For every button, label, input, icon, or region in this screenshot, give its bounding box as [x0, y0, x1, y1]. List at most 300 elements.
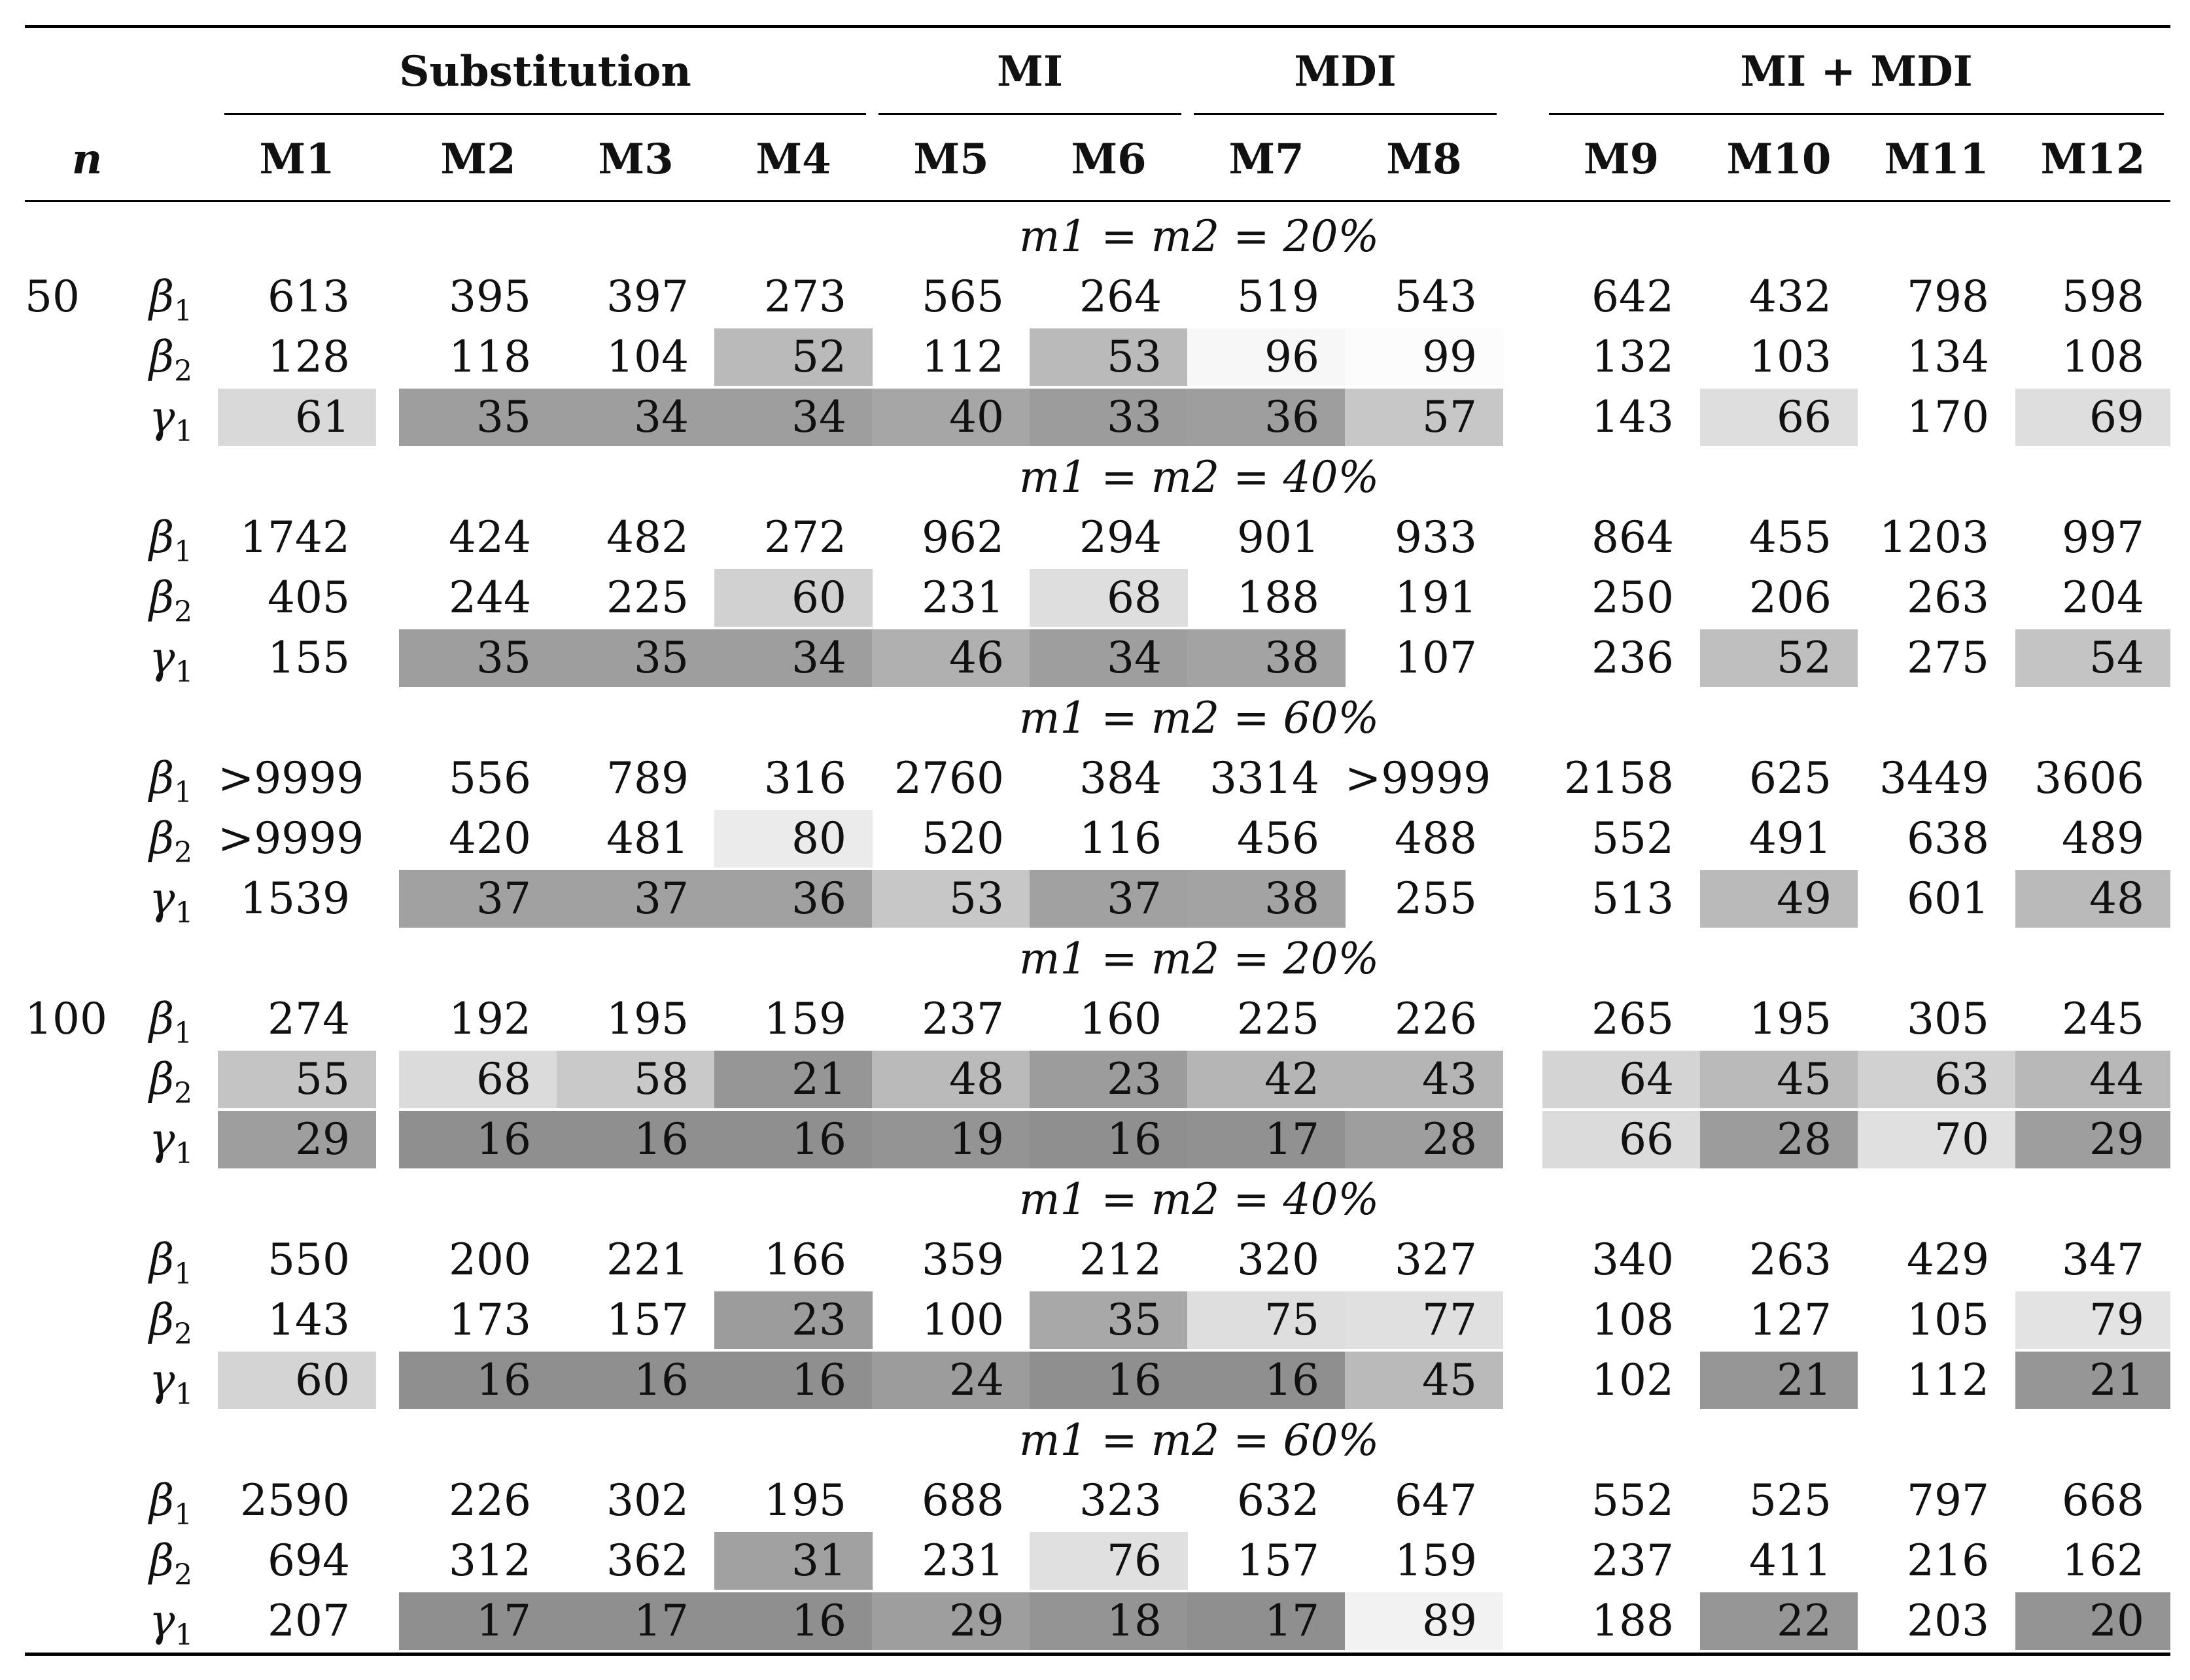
- column-header-m10: M10: [1726, 135, 1832, 184]
- value-cell: 79: [2015, 1291, 2170, 1349]
- value-cell: 134: [1907, 332, 1989, 382]
- value-cell: 36: [714, 870, 873, 928]
- value-cell: 340: [1591, 1234, 1674, 1285]
- value-cell: 192: [449, 994, 531, 1044]
- value-cell: 16: [1030, 1352, 1188, 1409]
- value-cell: 688: [922, 1475, 1004, 1526]
- parameter-subscript: 1: [175, 896, 194, 930]
- parameter-label-gamma1: [149, 870, 218, 928]
- parameter-label-beta1: [149, 1231, 218, 1289]
- value-cell: 481: [606, 813, 689, 864]
- value-cell: 107: [1395, 633, 1477, 683]
- value-cell: 263: [1907, 572, 1989, 623]
- value-cell: 552: [1591, 813, 1674, 864]
- parameter-label-beta2: [149, 328, 218, 386]
- value-cell: 1203: [1879, 512, 1989, 563]
- value-cell: 21: [2015, 1352, 2170, 1409]
- value-cell: >9999: [218, 753, 364, 803]
- value-cell: 38: [1187, 629, 1346, 687]
- value-cell: 37: [399, 870, 557, 928]
- parameter-subscript: 1: [174, 294, 193, 328]
- value-cell: 58: [557, 1051, 715, 1108]
- parameter-symbol: γ: [149, 1114, 175, 1164]
- parameter-symbol: β: [149, 572, 175, 623]
- value-cell: 384: [1079, 753, 1162, 803]
- value-cell: 16: [557, 1111, 715, 1168]
- value-cell: 456: [1237, 813, 1319, 864]
- value-cell: 3314: [1209, 753, 1319, 803]
- value-cell: 34: [1030, 629, 1188, 687]
- column-header-m8: M8: [1386, 135, 1462, 184]
- value-cell: 118: [449, 332, 531, 382]
- value-cell: 552: [1591, 1475, 1674, 1526]
- parameter-label-beta1: [149, 990, 218, 1048]
- value-cell: 116: [1079, 813, 1162, 864]
- value-cell: 216: [1907, 1535, 1989, 1586]
- parameter-subscript: 1: [175, 1137, 194, 1170]
- column-header-m1: M1: [259, 135, 335, 184]
- parameter-symbol: β: [149, 1475, 175, 1526]
- value-cell: 100: [922, 1295, 1004, 1345]
- parameter-label-beta1: [149, 750, 218, 807]
- value-cell: 28: [1345, 1111, 1503, 1168]
- parameter-label-beta1: [149, 509, 218, 567]
- value-cell: 225: [606, 572, 689, 623]
- value-cell: 226: [1395, 994, 1477, 1044]
- value-cell: 23: [714, 1291, 873, 1349]
- value-cell: 54: [2015, 629, 2170, 687]
- value-cell: 108: [2062, 332, 2144, 382]
- value-cell: 35: [557, 629, 715, 687]
- value-cell: 305: [1907, 994, 1989, 1044]
- value-cell: 64: [1542, 1051, 1700, 1108]
- value-cell: 53: [872, 870, 1030, 928]
- value-cell: 933: [1395, 512, 1477, 563]
- value-cell: 491: [1749, 813, 1832, 864]
- value-cell: 191: [1395, 572, 1477, 623]
- value-cell: 250: [1591, 572, 1674, 623]
- column-header-m2: M2: [440, 135, 516, 184]
- parameter-label-beta2: [149, 1532, 218, 1590]
- value-cell: 244: [449, 572, 531, 623]
- column-header-m7: M7: [1228, 135, 1304, 184]
- value-cell: 28: [1700, 1111, 1858, 1168]
- column-header-m3: M3: [598, 135, 674, 184]
- parameter-subscript: 2: [174, 595, 193, 629]
- value-cell: 226: [449, 1475, 531, 1526]
- value-cell: 17: [1187, 1592, 1346, 1650]
- value-cell: 19: [872, 1111, 1030, 1168]
- value-cell: >9999: [218, 813, 364, 864]
- value-cell: 29: [872, 1592, 1030, 1650]
- parameter-label-beta2: [149, 810, 218, 867]
- value-cell: 17: [399, 1592, 557, 1650]
- value-cell: 112: [1907, 1355, 1989, 1405]
- n-header: n: [71, 135, 103, 184]
- parameter-subscript: 1: [175, 1378, 194, 1411]
- value-cell: 237: [1591, 1535, 1674, 1586]
- value-cell: 29: [2015, 1111, 2170, 1168]
- parameter-subscript: 2: [174, 355, 193, 388]
- column-header-m9: M9: [1583, 135, 1660, 184]
- value-cell: 1742: [240, 512, 350, 563]
- value-cell: 45: [1700, 1051, 1858, 1108]
- parameter-subscript: 2: [174, 836, 193, 869]
- parameter-subscript: 1: [174, 1257, 193, 1291]
- value-cell: 455: [1749, 512, 1832, 563]
- value-cell: 429: [1907, 1234, 1989, 1285]
- value-cell: 127: [1749, 1295, 1832, 1345]
- column-header-m4: M4: [756, 135, 831, 184]
- parameter-label-beta1: [149, 268, 218, 326]
- value-cell: 48: [872, 1051, 1030, 1108]
- parameter-label-gamma1: [149, 629, 218, 687]
- parameter-symbol: γ: [149, 873, 175, 924]
- value-cell: 29: [218, 1111, 376, 1168]
- value-cell: 200: [449, 1234, 531, 1285]
- value-cell: 642: [1591, 271, 1674, 322]
- group-header: MI + MDI: [1740, 47, 1973, 96]
- value-cell: 204: [2062, 572, 2144, 623]
- value-cell: 550: [268, 1234, 350, 1285]
- value-cell: 411: [1749, 1535, 1832, 1586]
- value-cell: 166: [764, 1234, 846, 1285]
- value-cell: 236: [1591, 633, 1674, 683]
- value-cell: 694: [268, 1535, 350, 1586]
- column-header-m6: M6: [1071, 135, 1147, 184]
- value-cell: 543: [1395, 271, 1477, 322]
- value-cell: 598: [2062, 271, 2144, 322]
- value-cell: 2590: [240, 1475, 350, 1526]
- value-cell: 625: [1749, 753, 1832, 803]
- value-cell: 132: [1591, 332, 1674, 382]
- value-cell: 40: [872, 389, 1030, 446]
- value-cell: 2760: [894, 753, 1004, 803]
- value-cell: 274: [268, 994, 350, 1044]
- group-header: MI: [997, 47, 1063, 96]
- value-cell: 16: [399, 1352, 557, 1409]
- group-underline: [878, 113, 1181, 115]
- parameter-subscript: 2: [174, 1558, 193, 1592]
- value-cell: 17: [1187, 1111, 1346, 1168]
- value-cell: 160: [1079, 994, 1162, 1044]
- value-cell: 76: [1030, 1532, 1188, 1590]
- value-cell: 207: [268, 1596, 350, 1646]
- value-cell: 143: [268, 1295, 350, 1345]
- parameter-symbol: γ: [149, 1355, 175, 1405]
- value-cell: 55: [218, 1051, 376, 1108]
- value-cell: 155: [268, 633, 350, 683]
- value-cell: 77: [1345, 1291, 1503, 1349]
- parameter-subscript: 1: [174, 535, 193, 569]
- parameter-label-beta2: [149, 1291, 218, 1349]
- value-cell: 3449: [1879, 753, 1989, 803]
- value-cell: 206: [1749, 572, 1832, 623]
- value-cell: 16: [714, 1111, 873, 1168]
- value-cell: 525: [1749, 1475, 1832, 1526]
- value-cell: 159: [764, 994, 846, 1044]
- value-cell: 864: [1591, 512, 1674, 563]
- sample-size-label: 100: [25, 994, 107, 1044]
- parameter-subscript: 1: [175, 656, 194, 689]
- value-cell: 159: [1395, 1535, 1477, 1586]
- missingness-label: m1 = m2 = 20%: [1018, 934, 1380, 984]
- parameter-symbol: β: [149, 1295, 175, 1345]
- parameter-subscript: 1: [175, 1619, 194, 1652]
- value-cell: 638: [1907, 813, 1989, 864]
- value-cell: 212: [1079, 1234, 1162, 1285]
- value-cell: 347: [2062, 1234, 2144, 1285]
- parameter-label-gamma1: [149, 1352, 218, 1409]
- value-cell: 66: [1542, 1111, 1700, 1168]
- parameter-label-beta2: [149, 1051, 218, 1108]
- value-cell: 798: [1907, 271, 1989, 322]
- parameter-symbol: β: [149, 1535, 175, 1586]
- value-cell: 38: [1187, 870, 1346, 928]
- value-cell: 157: [1237, 1535, 1319, 1586]
- value-cell: 35: [1030, 1291, 1188, 1349]
- value-cell: 75: [1187, 1291, 1346, 1349]
- value-cell: 16: [714, 1592, 873, 1650]
- parameter-symbol: β: [149, 994, 175, 1044]
- value-cell: 112: [922, 332, 1004, 382]
- missingness-label: m1 = m2 = 60%: [1018, 1415, 1380, 1465]
- value-cell: 489: [2062, 813, 2144, 864]
- missingness-label: m1 = m2 = 40%: [1018, 452, 1380, 502]
- parameter-symbol: γ: [149, 633, 175, 683]
- group-underline: [224, 113, 866, 115]
- value-cell: 556: [449, 753, 531, 803]
- value-cell: 797: [1907, 1475, 1989, 1526]
- value-cell: 103: [1749, 332, 1832, 382]
- value-cell: 482: [606, 512, 689, 563]
- value-cell: 323: [1079, 1475, 1162, 1526]
- value-cell: 34: [714, 629, 873, 687]
- value-cell: 395: [449, 271, 531, 322]
- value-cell: 488: [1395, 813, 1477, 864]
- value-cell: 997: [2062, 512, 2144, 563]
- value-cell: 195: [1749, 994, 1832, 1044]
- value-cell: 424: [449, 512, 531, 563]
- value-cell: 68: [1030, 569, 1188, 627]
- value-cell: 312: [449, 1535, 531, 1586]
- value-cell: 203: [1907, 1596, 1989, 1646]
- value-cell: 17: [557, 1592, 715, 1650]
- parameter-symbol: β: [149, 753, 175, 803]
- value-cell: 89: [1345, 1592, 1503, 1650]
- value-cell: 519: [1237, 271, 1319, 322]
- value-cell: 45: [1345, 1352, 1503, 1409]
- value-cell: 173: [449, 1295, 531, 1345]
- value-cell: 16: [557, 1352, 715, 1409]
- parameter-label-gamma1: [149, 389, 218, 446]
- value-cell: 668: [2062, 1475, 2144, 1526]
- value-cell: 316: [764, 753, 846, 803]
- parameter-subscript: 1: [174, 1017, 193, 1050]
- value-cell: 34: [714, 389, 873, 446]
- value-cell: 66: [1700, 389, 1858, 446]
- value-cell: 69: [2015, 389, 2170, 446]
- group-underline: [1194, 113, 1497, 115]
- top-rule: [25, 25, 2170, 28]
- value-cell: 231: [922, 1535, 1004, 1586]
- value-cell: 16: [714, 1352, 873, 1409]
- value-cell: 57: [1345, 389, 1503, 446]
- value-cell: 513: [1591, 873, 1674, 924]
- value-cell: 520: [922, 813, 1004, 864]
- value-cell: 53: [1030, 328, 1188, 386]
- value-cell: 188: [1591, 1596, 1674, 1646]
- value-cell: 35: [399, 389, 557, 446]
- value-cell: 22: [1700, 1592, 1858, 1650]
- parameter-symbol: β: [149, 332, 175, 382]
- value-cell: 789: [606, 753, 689, 803]
- value-cell: 80: [714, 810, 873, 867]
- value-cell: 255: [1395, 873, 1477, 924]
- value-cell: 20: [2015, 1592, 2170, 1650]
- value-cell: 68: [399, 1051, 557, 1108]
- value-cell: 221: [606, 1234, 689, 1285]
- parameter-symbol: β: [149, 1054, 175, 1104]
- value-cell: 1539: [240, 873, 350, 924]
- value-cell: 60: [218, 1352, 376, 1409]
- parameter-label-beta1: [149, 1472, 218, 1530]
- value-cell: 195: [606, 994, 689, 1044]
- column-header-m12: M12: [2040, 135, 2146, 184]
- value-cell: 33: [1030, 389, 1188, 446]
- value-cell: 143: [1591, 392, 1674, 442]
- value-cell: 195: [764, 1475, 846, 1526]
- sample-size-label: 50: [25, 271, 80, 322]
- value-cell: 104: [606, 332, 689, 382]
- parameter-subscript: 1: [174, 1498, 193, 1531]
- value-cell: 52: [714, 328, 873, 386]
- value-cell: 265: [1591, 994, 1674, 1044]
- value-cell: 245: [2062, 994, 2144, 1044]
- missingness-label: m1 = m2 = 40%: [1018, 1174, 1380, 1225]
- parameter-subscript: 2: [174, 1077, 193, 1110]
- value-cell: 37: [557, 870, 715, 928]
- value-cell: 24: [872, 1352, 1030, 1409]
- value-cell: 613: [268, 271, 350, 322]
- value-cell: 432: [1749, 271, 1832, 322]
- value-cell: 2158: [1564, 753, 1674, 803]
- bottom-rule: [25, 1653, 2170, 1656]
- value-cell: 231: [922, 572, 1004, 623]
- parameter-symbol: β: [149, 813, 175, 864]
- value-cell: 23: [1030, 1051, 1188, 1108]
- value-cell: 34: [557, 389, 715, 446]
- value-cell: 16: [1187, 1352, 1346, 1409]
- value-cell: 237: [922, 994, 1004, 1044]
- value-cell: 632: [1237, 1475, 1319, 1526]
- value-cell: 362: [606, 1535, 689, 1586]
- value-cell: 565: [922, 271, 1004, 322]
- parameter-symbol: β: [149, 512, 175, 563]
- value-cell: 63: [1858, 1051, 2015, 1108]
- value-cell: 52: [1700, 629, 1858, 687]
- value-cell: 18: [1030, 1592, 1188, 1650]
- parameter-label-gamma1: [149, 1111, 218, 1168]
- value-cell: 61: [218, 389, 376, 446]
- group-underline: [1549, 113, 2164, 115]
- value-cell: 48: [2015, 870, 2170, 928]
- parameter-label-beta2: [149, 569, 218, 627]
- value-cell: 962: [922, 512, 1004, 563]
- parameter-symbol: β: [149, 271, 175, 322]
- column-header-m5: M5: [913, 135, 989, 184]
- column-header-m11: M11: [1884, 135, 1989, 184]
- value-cell: 294: [1079, 512, 1162, 563]
- parameter-subscript: 2: [174, 1318, 193, 1351]
- parameter-label-gamma1: [149, 1592, 218, 1650]
- value-cell: 43: [1345, 1051, 1503, 1108]
- value-cell: 36: [1187, 389, 1346, 446]
- value-cell: 21: [714, 1051, 873, 1108]
- value-cell: 188: [1237, 572, 1319, 623]
- value-cell: 37: [1030, 870, 1188, 928]
- value-cell: 225: [1237, 994, 1319, 1044]
- parameter-subscript: 1: [175, 415, 194, 448]
- value-cell: 3606: [2034, 753, 2144, 803]
- value-cell: 31: [714, 1532, 873, 1590]
- value-cell: 128: [268, 332, 350, 382]
- value-cell: 49: [1700, 870, 1858, 928]
- value-cell: 397: [606, 271, 689, 322]
- header-rule: [25, 200, 2170, 202]
- missingness-label: m1 = m2 = 20%: [1018, 211, 1380, 262]
- value-cell: 108: [1591, 1295, 1674, 1345]
- group-header: Substitution: [399, 47, 691, 96]
- value-cell: 46: [872, 629, 1030, 687]
- value-cell: 96: [1187, 328, 1346, 386]
- value-cell: 105: [1907, 1295, 1989, 1345]
- value-cell: 327: [1395, 1234, 1477, 1285]
- value-cell: 60: [714, 569, 873, 627]
- value-cell: >9999: [1345, 753, 1491, 803]
- value-cell: 162: [2062, 1535, 2144, 1586]
- value-cell: 16: [399, 1111, 557, 1168]
- parameter-symbol: γ: [149, 1596, 175, 1646]
- value-cell: 42: [1187, 1051, 1346, 1108]
- value-cell: 99: [1345, 328, 1503, 386]
- value-cell: 102: [1591, 1355, 1674, 1405]
- value-cell: 273: [764, 271, 846, 322]
- value-cell: 21: [1700, 1352, 1858, 1409]
- value-cell: 35: [399, 629, 557, 687]
- group-header: MDI: [1294, 47, 1397, 96]
- value-cell: 16: [1030, 1111, 1188, 1168]
- value-cell: 44: [2015, 1051, 2170, 1108]
- value-cell: 170: [1907, 392, 1989, 442]
- parameter-symbol: γ: [149, 392, 175, 442]
- value-cell: 420: [449, 813, 531, 864]
- value-cell: 901: [1237, 512, 1319, 563]
- value-cell: 359: [922, 1234, 1004, 1285]
- value-cell: 264: [1079, 271, 1162, 322]
- value-cell: 405: [268, 572, 350, 623]
- value-cell: 647: [1395, 1475, 1477, 1526]
- value-cell: 320: [1237, 1234, 1319, 1285]
- value-cell: 70: [1858, 1111, 2015, 1168]
- value-cell: 263: [1749, 1234, 1832, 1285]
- value-cell: 275: [1907, 633, 1989, 683]
- value-cell: 302: [606, 1475, 689, 1526]
- value-cell: 157: [606, 1295, 689, 1345]
- value-cell: 601: [1907, 873, 1989, 924]
- value-cell: 272: [764, 512, 846, 563]
- parameter-subscript: 1: [174, 776, 193, 809]
